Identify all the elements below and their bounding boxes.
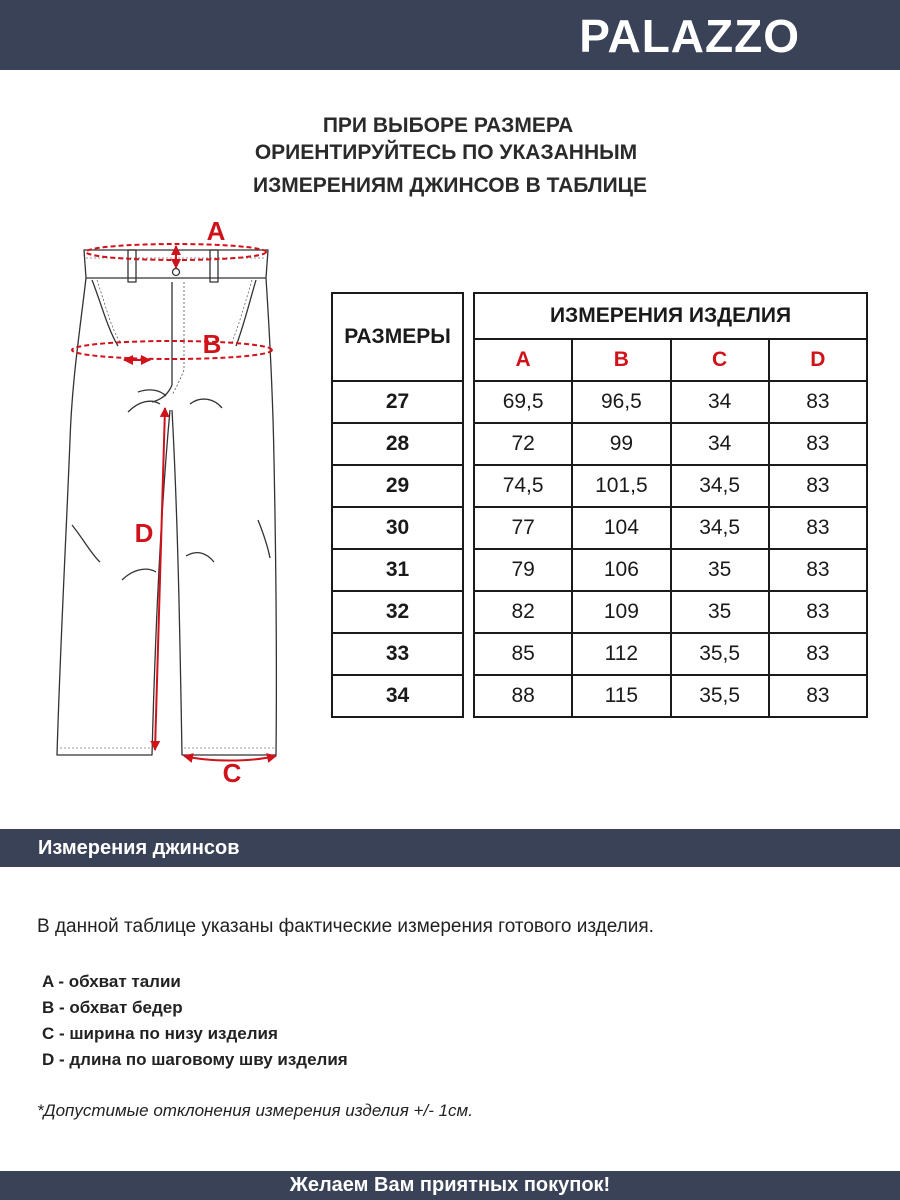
size-cell: 31 <box>332 549 463 591</box>
size-cell: 30 <box>332 507 463 549</box>
table-cell: 83 <box>769 591 867 633</box>
table-cell: 112 <box>572 633 670 675</box>
table-cell: 109 <box>572 591 670 633</box>
legend-item-d: D - длина по шаговому шву изделия <box>42 1050 348 1069</box>
table-cell: 74,5 <box>474 465 572 507</box>
label-b: B <box>202 329 222 359</box>
table-cell: 83 <box>769 633 867 675</box>
table-cell: 34,5 <box>671 465 769 507</box>
table-cell: 83 <box>769 507 867 549</box>
table-cell: 35 <box>671 591 769 633</box>
table-cell: 83 <box>769 465 867 507</box>
table-row <box>474 549 867 591</box>
label-d: D <box>134 518 154 548</box>
size-cell: 32 <box>332 591 463 633</box>
table-cell: 35,5 <box>671 633 769 675</box>
table-cell: 115 <box>572 675 670 717</box>
table-cell: 83 <box>769 423 867 465</box>
table-cell: 35,5 <box>671 675 769 717</box>
size-cell: 28 <box>332 423 463 465</box>
jeans-diagram <box>55 215 305 795</box>
legend-item-b: B - обхват бедер <box>42 998 183 1017</box>
section-title: Измерения джинсов <box>38 837 240 859</box>
table-cell: 83 <box>769 381 867 423</box>
size-cell: 34 <box>332 675 463 717</box>
measurements-table <box>473 292 868 718</box>
header-bar <box>0 0 900 70</box>
table-cell: 34 <box>671 381 769 423</box>
column-header-d: D <box>769 339 867 381</box>
tolerance-note: *Допустимые отклонения измерения изделия +/- 1см. <box>37 1101 473 1120</box>
table-cell: 69,5 <box>474 381 572 423</box>
footer-text: Желаем Вам приятных покупок! <box>289 1174 611 1196</box>
table-cell: 106 <box>572 549 670 591</box>
table-cell: 35 <box>671 549 769 591</box>
intro-text: В данной таблице указаны фактические измерения готового изделия. <box>37 916 654 937</box>
label-c: C <box>222 758 242 788</box>
table-row <box>474 381 867 423</box>
legend-list <box>42 969 348 1073</box>
table-cell: 82 <box>474 591 572 633</box>
label-a: A <box>206 216 226 246</box>
table-cell: 96,5 <box>572 381 670 423</box>
column-header-a: A <box>474 339 572 381</box>
table-row <box>474 465 867 507</box>
table-cell: 99 <box>572 423 670 465</box>
table-cell: 88 <box>474 675 572 717</box>
table-cell: 34 <box>671 423 769 465</box>
legend-item-a: A - обхват талии <box>42 972 181 991</box>
size-table <box>331 292 464 718</box>
column-header-c: C <box>671 339 769 381</box>
instruction-line-3: ИЗМЕРЕНИЯМ ДЖИНСОВ В ТАБЛИЦЕ <box>252 174 648 197</box>
table-cell: 77 <box>474 507 572 549</box>
instruction-line-2: ОРИЕНТИРУЙТЕСЬ ПО УКАЗАННЫМ <box>254 141 638 164</box>
table-cell: 72 <box>474 423 572 465</box>
column-header-b: B <box>572 339 670 381</box>
size-cell: 33 <box>332 633 463 675</box>
legend-item-c: C - ширина по низу изделия <box>42 1024 278 1043</box>
jeans-outline <box>57 250 276 755</box>
measure-d <box>155 408 165 750</box>
table-cell: 83 <box>769 675 867 717</box>
measure-a <box>86 244 266 268</box>
table-row <box>474 675 867 717</box>
size-table-header: РАЗМЕРЫ <box>332 293 463 381</box>
table-cell: 79 <box>474 549 572 591</box>
table-row <box>474 423 867 465</box>
section-bar <box>0 829 900 867</box>
table-cell: 34,5 <box>671 507 769 549</box>
table-cell: 101,5 <box>572 465 670 507</box>
table-row <box>474 591 867 633</box>
table-cell: 83 <box>769 549 867 591</box>
table-row <box>474 633 867 675</box>
size-cell: 29 <box>332 465 463 507</box>
size-cell: 27 <box>332 381 463 423</box>
table-cell: 85 <box>474 633 572 675</box>
table-row <box>474 507 867 549</box>
table-cell: 104 <box>572 507 670 549</box>
brand-title: PALAZZO <box>579 10 800 62</box>
footer-bar <box>0 1171 900 1200</box>
instruction-line-1: ПРИ ВЫБОРЕ РАЗМЕРА <box>322 114 574 137</box>
measurements-header: ИЗМЕРЕНИЯ ИЗДЕЛИЯ <box>474 293 867 339</box>
